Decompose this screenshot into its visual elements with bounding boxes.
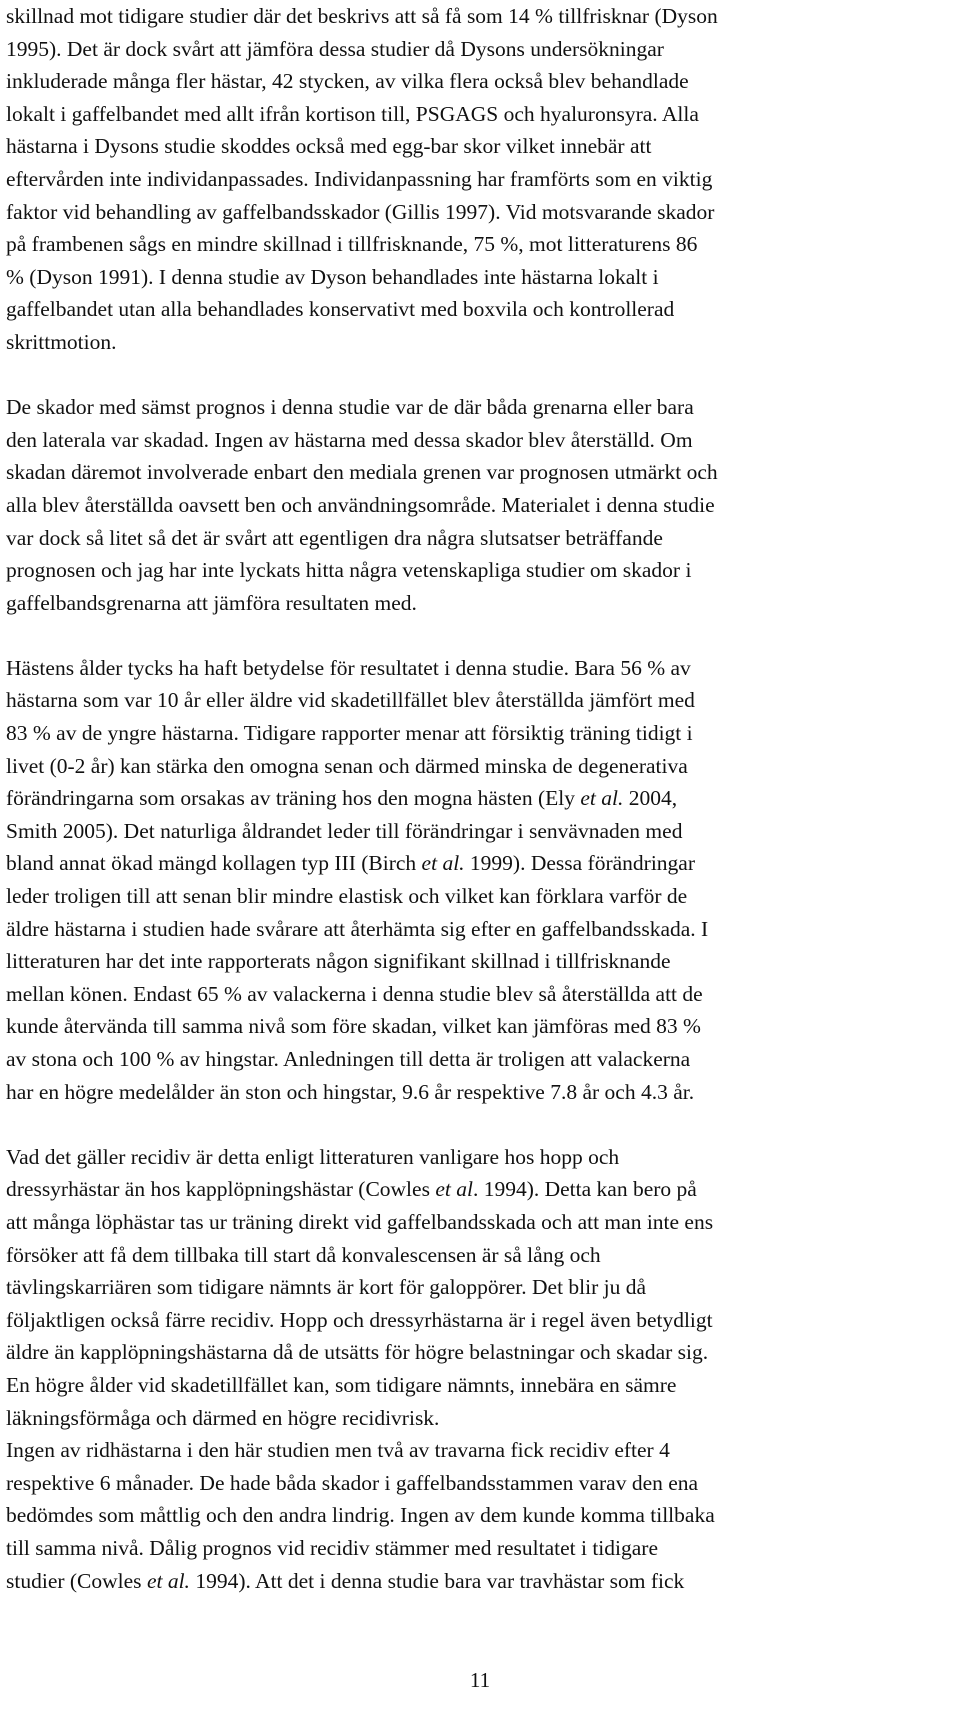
text-line: på frambenen sågs en mindre skillnad i tillfrisknande, 75 %, mot litteraturens 86 — [6, 232, 698, 257]
text-line: respektive 6 månader. De hade båda skador i gaffelbandsstammen varav den ena — [6, 1470, 699, 1495]
text-line: bland annat ökad mängd kollagen typ III (Birch et al. 1999). Dessa förändringar — [6, 851, 695, 876]
text-line: försöker att få dem tillbaka till start då konvalescensen är så lång och — [6, 1242, 601, 1267]
text-line: tävlingskarriären som tidigare nämnts är kort för galoppörer. Det blir ju då — [6, 1275, 647, 1300]
text-line: gaffelbandet utan alla behandlades konservativt med boxvila och kontrollerad — [6, 297, 675, 322]
text-line: kunde återvända till samma nivå som före skadan, vilket kan jämföras med 83 % — [6, 1014, 701, 1039]
text-line: den laterala var skadad. Ingen av hästarna med dessa skador blev återställd. Om — [6, 427, 693, 452]
text-line: Ingen av ridhästarna i den här studien men två av travarna fick recidiv efter 4 — [6, 1438, 670, 1463]
text-line: följaktligen också färre recidiv. Hopp och dressyrhästarna är i regel även betydligt — [6, 1307, 713, 1332]
body-text — [6, 0, 946, 1597]
text-line: skadan däremot involverade enbart den mediala grenen var prognosen utmärkt och — [6, 460, 718, 485]
text-line: inkluderade många fler hästar, 42 stycken, av vilka flera också blev behandlade — [6, 69, 689, 94]
text-line: litteraturen har det inte rapporterats någon signifikant skillnad i tillfrisknande — [6, 949, 671, 974]
paragraph-3 — [6, 652, 946, 1108]
text-line: faktor vid behandling av gaffelbandsskador (Gillis 1997). Vid motsvarande skador — [6, 199, 715, 224]
text-line: De skador med sämst prognos i denna studie var de där båda grenarna eller bara — [6, 395, 694, 420]
text-line: hästarna i Dysons studie skoddes också med egg-bar skor vilket innebär att — [6, 134, 652, 159]
text-line: livet (0-2 år) kan stärka den omogna senan och därmed minska de degenerativa — [6, 753, 688, 778]
text-line: leder troligen till att senan blir mindre elastisk och vilket kan förklara varför de — [6, 884, 688, 909]
text-line: lokalt i gaffelbandet med allt ifrån kortison till, PSGAGS och hyaluronsyra. Alla — [6, 101, 699, 126]
text-line: förändringarna som orsakas av träning hos den mogna hästen (Ely et al. 2004, — [6, 786, 678, 811]
text-line: studier (Cowles et al. 1994). Att det i denna studie bara var travhästar som fick — [6, 1568, 685, 1593]
paragraph-4 — [6, 1141, 946, 1434]
text-line: äldre hästarna i studien hade svårare att återhämta sig efter en gaffelbandsskada. I — [6, 916, 709, 941]
paragraph-1 — [6, 0, 946, 359]
text-line: % (Dyson 1991). I denna studie av Dyson behandlades inte hästarna lokalt i — [6, 264, 659, 289]
text-line: mellan könen. Endast 65 % av valackerna i denna studie blev så återställda att de — [6, 981, 703, 1006]
text-line: var dock så litet så det är svårt att egentligen dra några slutsatser beträffande — [6, 525, 663, 550]
text-line: hästarna som var 10 år eller äldre vid skadetillfället blev återställda jämfört med — [6, 688, 695, 713]
text-line: gaffelbandsgrenarna att jämföra resultaten med. — [6, 590, 417, 615]
text-line: äldre än kapplöpningshästarna då de utsätts för högre belastningar och skadar sig. — [6, 1340, 709, 1365]
text-line: skrittmotion. — [6, 329, 117, 354]
text-line: prognosen och jag har inte lyckats hitta några vetenskapliga studier om skador i — [6, 558, 692, 583]
text-line: En högre ålder vid skadetillfället kan, som tidigare nämnts, innebära en sämre — [6, 1372, 677, 1397]
text-line: Hästens ålder tycks ha haft betydelse för resultatet i denna studie. Bara 56 % av — [6, 655, 691, 680]
text-line: alla blev återställda oavsett ben och användningsområde. Materialet i denna studie — [6, 492, 715, 517]
text-line: av stona och 100 % av hingstar. Anledningen till detta är troligen att valackerna — [6, 1047, 691, 1071]
text-line: har en högre medelålder än ston och hingstar, 9.6 år respektive 7.8 år och 4.3 år. — [6, 1079, 695, 1104]
text-line: Smith 2005). Det naturliga åldrandet leder till förändringar i senvävnaden med — [6, 818, 683, 843]
text-line: till samma nivå. Dålig prognos vid recidiv stämmer med resultatet i tidigare — [6, 1535, 659, 1560]
text-line: 1995). Det är dock svårt att jämföra dessa studier då Dysons undersökningar — [6, 36, 664, 61]
text-line: 83 % av de yngre hästarna. Tidigare rapporter menar att försiktig träning tidigt i — [6, 721, 693, 746]
text-line: att många löphästar tas ur träning direkt vid gaffelbandsskada och att man inte ens — [6, 1209, 714, 1234]
paragraph-5 — [6, 1434, 946, 1597]
page-number: 11 — [469, 1668, 491, 1692]
text-line: eftervården inte individanpassades. Individanpassning har framförts som en viktig — [6, 166, 713, 191]
text-line: bedömdes som måttlig och den andra lindrig. Ingen av dem kunde komma tillbaka — [6, 1503, 715, 1528]
paragraph-2 — [6, 391, 946, 619]
text-line: Vad det gäller recidiv är detta enligt litteraturen vanligare hos hopp och — [6, 1144, 620, 1169]
text-line: läkningsförmåga och därmed en högre recidivrisk. — [6, 1405, 440, 1430]
text-line: skillnad mot tidigare studier där det beskrivs att så få som 14 % tillfrisknar (Dyson — [6, 4, 718, 28]
text-line: dressyrhästar än hos kapplöpningshästar (Cowles et al. 1994). Detta kan bero på — [6, 1177, 697, 1202]
